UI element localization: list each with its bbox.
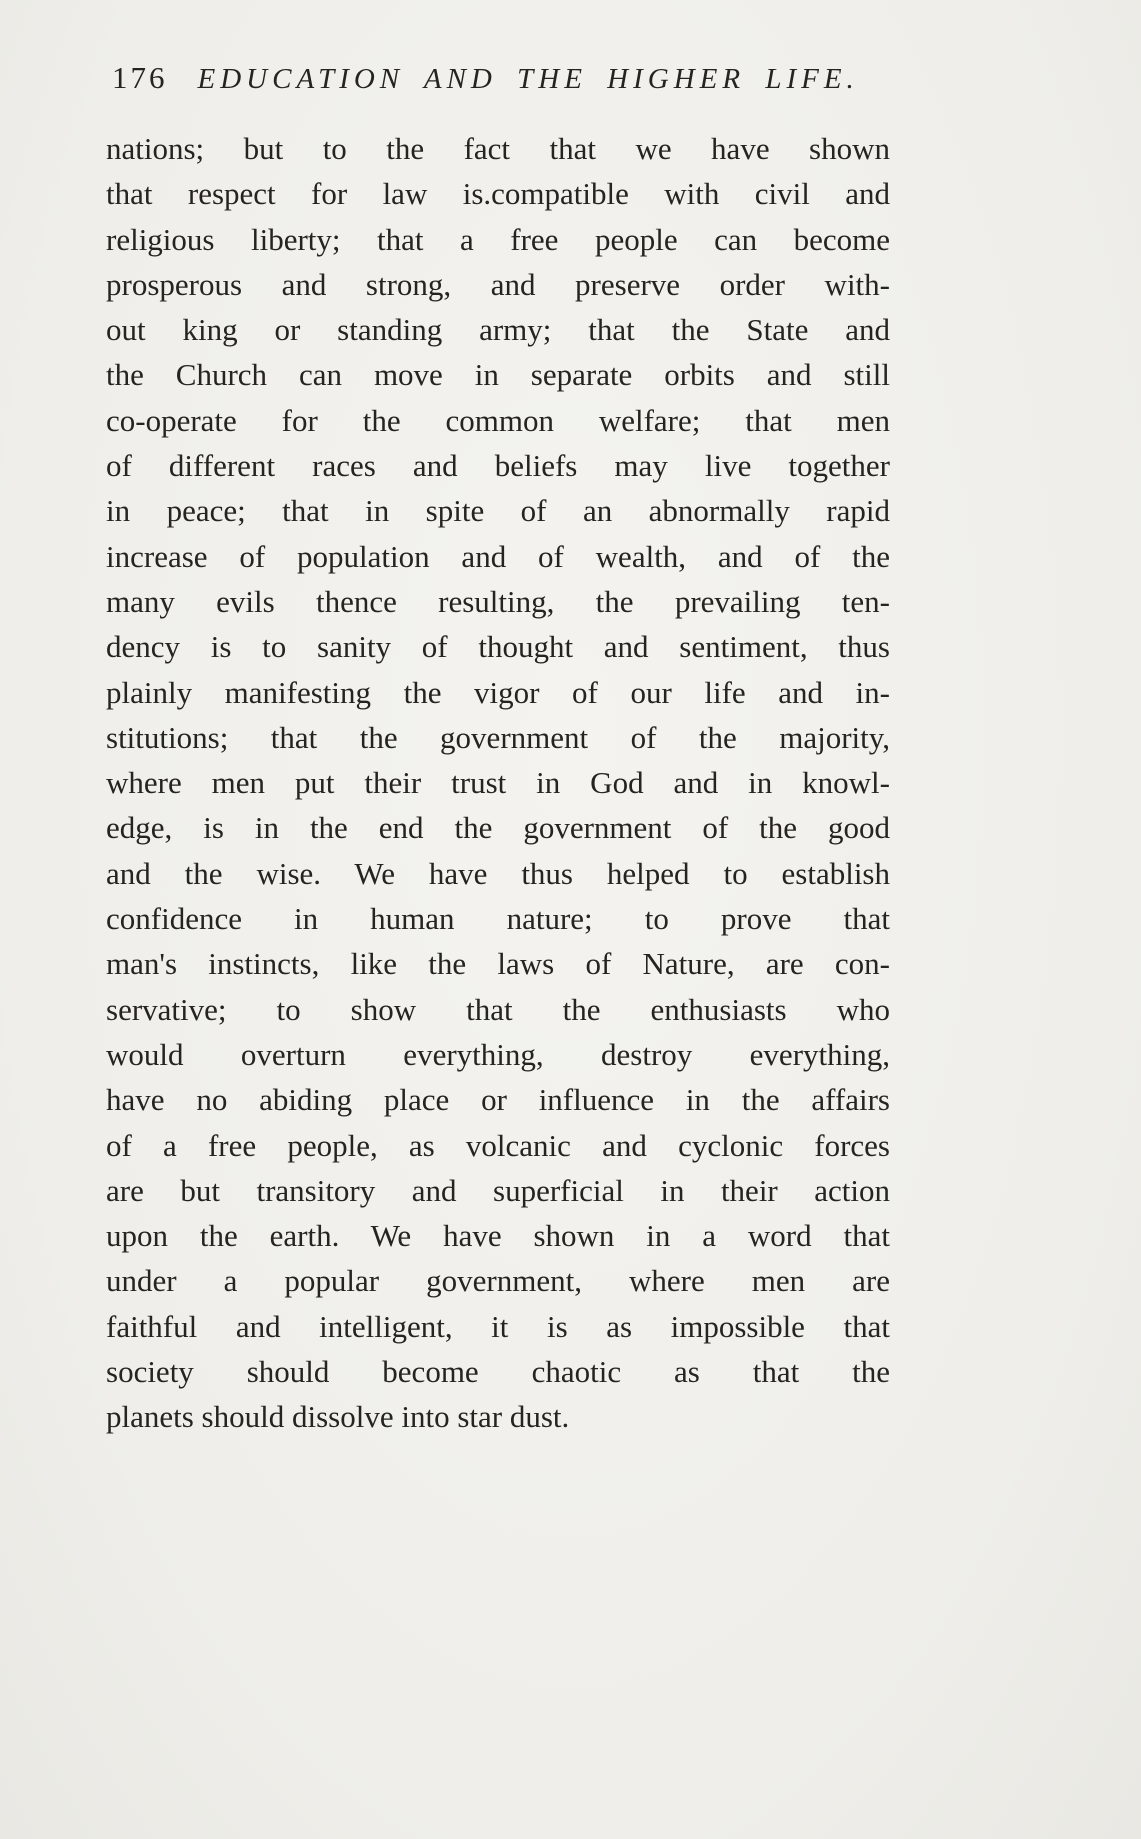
text-line: that respect for law is.compatible with civil and <box>106 176 890 212</box>
text-line: edge, is in the end the government of the good <box>106 810 890 846</box>
text-line: many evils thence resulting, the prevailing ten- <box>106 583 890 619</box>
text-line: man's instincts, like the laws of Nature, are con- <box>106 946 890 982</box>
page-header <box>112 60 902 96</box>
running-header-title: EDUCATION AND THE HIGHER LIFE. <box>197 63 859 95</box>
text-line: increase of population and of wealth, and of the <box>106 538 890 574</box>
text-line: in peace; that in spite of an abnormally rapid <box>106 493 890 529</box>
text-line: society should become chaotic as that the <box>106 1354 890 1390</box>
text-line: religious liberty; that a free people can become <box>106 221 890 257</box>
text-line: of different races and beliefs may live together <box>106 448 890 484</box>
page-number: 176 <box>112 60 168 95</box>
text-line: plainly manifesting the vigor of our life and in- <box>106 674 890 710</box>
text-line: dency is to sanity of thought and sentiment, thus <box>106 629 890 665</box>
text-line: and the wise. We have thus helped to establish <box>106 855 890 891</box>
text-line: co-operate for the common welfare; that men <box>106 402 890 438</box>
text-line: would overturn everything, destroy everything, <box>106 1036 890 1072</box>
text-line: faithful and intelligent, it is as impossible that <box>106 1308 890 1344</box>
text-line: upon the earth. We have shown in a word that <box>106 1218 890 1254</box>
text-line: of a free people, as volcanic and cyclonic forces <box>106 1127 890 1163</box>
text-line: the Church can move in separate orbits and still <box>106 357 890 393</box>
text-line: have no abiding place or influence in the affairs <box>106 1082 890 1118</box>
text-line: confidence in human nature; to prove that <box>106 901 890 937</box>
text-line: prosperous and strong, and preserve order with- <box>106 266 890 302</box>
text-line: under a popular government, where men are <box>106 1263 890 1299</box>
page-body <box>106 126 890 1440</box>
text-line: out king or standing army; that the State and <box>106 312 890 348</box>
text-line: nations; but to the fact that we have shown <box>106 131 890 166</box>
text-line: where men put their trust in God and in knowl- <box>106 765 890 801</box>
text-line: planets should dissolve into star dust. <box>106 1399 570 1435</box>
text-line: stitutions; that the government of the majority, <box>106 719 890 755</box>
text-line: servative; to show that the enthusiasts who <box>106 991 890 1027</box>
text-line: are but transitory and superficial in their action <box>106 1172 890 1208</box>
